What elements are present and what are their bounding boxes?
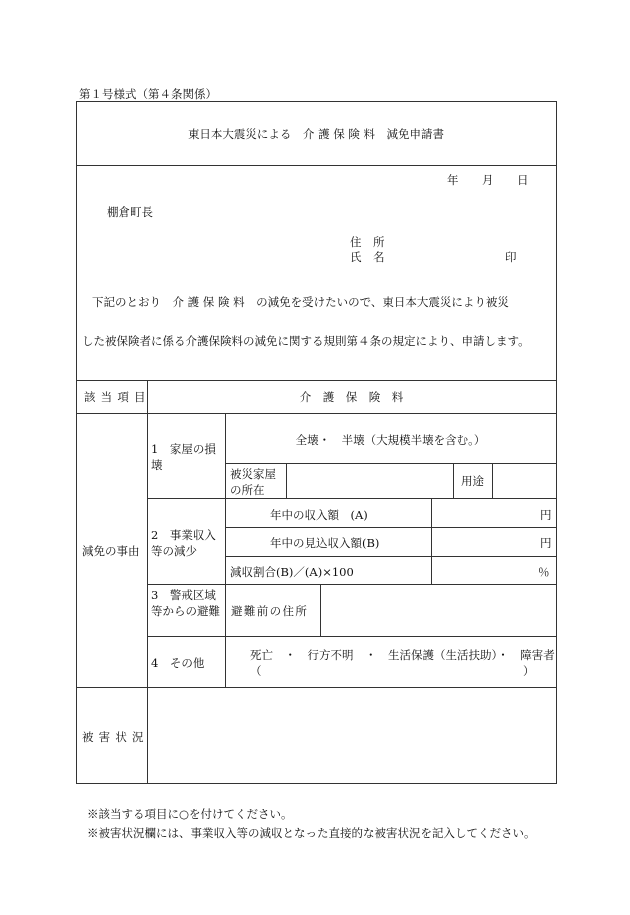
note-1: ※該当する項目に○を付けてください。 xyxy=(87,807,293,821)
annual-income-unit: 円 xyxy=(540,508,552,522)
house-use-field[interactable] xyxy=(493,464,555,498)
house-damage-options: 全壊・ 半壊（大規模半壊を含む。） xyxy=(295,433,486,447)
expected-income-unit: 円 xyxy=(540,536,552,550)
damage-status-field[interactable] xyxy=(148,688,555,783)
border-left xyxy=(76,101,77,784)
divider-title xyxy=(76,165,556,166)
statement-line-1: 下記のとおり 介 護 保 険 料 の減免を受けたいので、東日本大震災により被災 xyxy=(92,295,509,309)
evacuation-address-field[interactable] xyxy=(321,585,555,636)
expected-income-label: 年中の見込収入額(B) xyxy=(270,536,380,550)
reduction-ratio-field[interactable] xyxy=(432,557,537,584)
expected-income-field[interactable] xyxy=(432,528,547,555)
addressee: 棚倉町長 xyxy=(107,205,153,219)
evacuation-address-label: 避難前の住所 xyxy=(231,604,309,618)
reduction-ratio-label: 減収割合(B)／(A)×100 xyxy=(230,565,354,579)
other-paren-open: （ xyxy=(250,664,262,678)
business-label: 2 事業収入等の減少 xyxy=(151,528,216,558)
item-label: 該当項目 xyxy=(84,390,151,404)
divider-item xyxy=(76,413,556,414)
border-bottom xyxy=(76,783,556,784)
note-2: ※被害状況欄には、事業収入等の減収となった直接的な被害状況を記入してください。 xyxy=(87,826,536,840)
evacuation-label: 3 警戒区域等からの避難 xyxy=(151,588,220,618)
name-label: 氏 名 xyxy=(350,250,385,264)
annual-income-field[interactable] xyxy=(432,499,547,526)
col-use-left xyxy=(453,463,454,499)
date-month-label: 月 xyxy=(482,173,494,187)
house-location-label: 被災家屋の所在 xyxy=(230,467,276,497)
other-paren-close: ） xyxy=(523,664,535,678)
house-use-label: 用途 xyxy=(461,474,484,488)
divider-statement xyxy=(76,380,556,381)
border-top xyxy=(76,101,556,102)
reason-label: 減免の事由 xyxy=(82,544,140,558)
damage-status-label: 被害状況 xyxy=(82,730,149,744)
other-label: 4 その他 xyxy=(151,656,205,670)
date-day-label: 日 xyxy=(517,173,529,187)
other-options: 死亡 ・ 行方不明 ・ 生活保護（生活扶助）・ 障害者 xyxy=(250,648,555,662)
border-right xyxy=(556,101,557,784)
statement-line-2: した被保険者に係る介護保険料の減免に関する規則第４条の規定により、申請します。 xyxy=(82,334,530,348)
form-title: 東日本大震災による 介 護 保 険 料 減免申請書 xyxy=(187,127,445,141)
house-label: 1 家屋の損壊 xyxy=(151,442,216,472)
seal-label: 印 xyxy=(505,250,517,264)
reduction-ratio-unit: ％ xyxy=(538,565,550,579)
col-sub-divider xyxy=(225,413,226,687)
item-value: 介 護 保 険 料 xyxy=(299,390,404,404)
annual-income-label: 年中の収入額 (A) xyxy=(270,508,368,522)
date-year-label: 年 xyxy=(447,173,459,187)
divider-evacuation xyxy=(147,636,556,637)
house-location-field[interactable] xyxy=(287,464,452,498)
form-number: 第１号様式（第４条関係） xyxy=(79,87,217,101)
address-label: 住 所 xyxy=(350,235,385,249)
